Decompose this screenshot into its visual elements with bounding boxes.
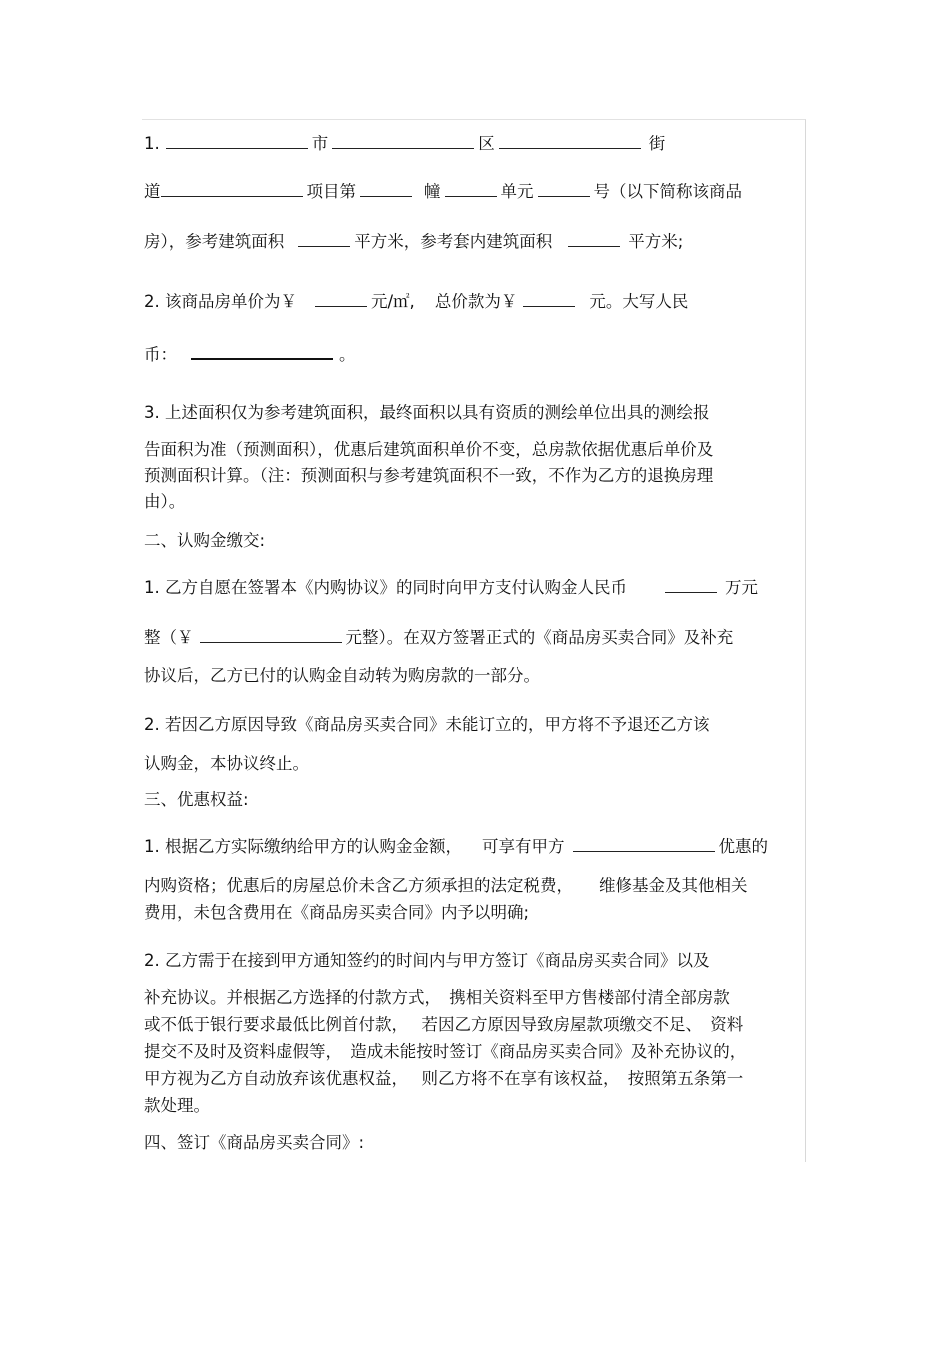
district-label: 区 [478,134,495,153]
clause-3-line-4: 由）。 [144,492,186,511]
benefit-line-2 [144,876,748,896]
address-line-2 [144,182,742,202]
section-heading-benefits: 三、优惠权益: [144,790,249,809]
inner-area-label: 平方米，参考套内建筑面积 [354,232,553,251]
clause-3-line-3: 预测面积计算。（注：预测面积与参考建筑面积不一致，不作为乙方的退换房理 [144,466,714,485]
price-line [144,292,688,312]
section-heading-deposit: 二、认购金缴交: [144,531,266,550]
ref-area-label: 房），参考建筑面积 [144,232,285,251]
benefit-line-8: 甲方视为乙方自动放弃该优惠权益， 则乙方将不在享有该权益， 按照第五条第一 [144,1069,744,1088]
unit-price-blank [315,292,367,307]
total-price-blank [523,292,575,307]
benefit-text-c: 优惠的 [718,837,768,856]
deposit-line-2-text: 元整）。在双方签署正式的《商品房买卖合同》及补充 [345,628,734,647]
clause-3-line-1: 3. 上述面积仅为参考建筑面积，最终面积以具有资质的测绘单位出具的测绘报 [144,403,710,422]
benefit-line-4: 2. 乙方需于在接到甲方通知签约的时间内与甲方签订《商品房买卖合同》以及 [144,951,710,970]
building-label: 幢 [424,182,441,201]
unit-price-label: 2. 该商品房单价为￥ [144,292,297,311]
section-heading-contract: 四、签订《商品房买卖合同》: [144,1133,365,1152]
unit-price-unit: 元/㎡, [371,292,415,311]
number-label: 号（以下简称该商品 [593,182,742,201]
discount-blank [573,837,715,852]
deposit-line-4: 2. 若因乙方原因导致《商品房买卖合同》未能订立的，甲方将不予退还乙方该 [144,715,710,734]
district-blank [332,134,474,149]
total-price-unit: 元。大写人民 [589,292,689,311]
benefit-line-9: 款处理。 [144,1096,210,1115]
deposit-amount-blank [665,578,717,593]
benefit-line-1 [144,837,768,857]
benefit-line-2-b: 维修基金及其他相关 [599,876,748,895]
city-blank [166,134,308,149]
deposit-text: 1. 乙方自愿在签署本《内购协议》的同时向甲方支付认购金人民币 [144,578,627,597]
street-label: 街 [648,134,666,153]
deposit-unit: 万元 [725,578,758,597]
clause-3-line-2: 告面积为准（预测面积），优惠后建筑面积单价不变，总房款依据优惠后单价及 [144,440,714,459]
unit-label: 单元 [500,182,534,201]
total-price-label: 总价款为￥ [434,292,518,311]
city-label: 市 [311,134,329,153]
area-line [144,232,683,252]
project-label: 项目第 [306,182,356,201]
deposit-line-1 [144,578,758,598]
benefit-text-a: 1. 根据乙方实际缴纳给甲方的认购金金额， [144,837,462,856]
unit-blank [538,182,590,197]
inner-area-unit: 平方米; [628,232,684,251]
period: 。 [339,345,356,364]
street-blank [499,134,641,149]
currency-label: 币： [144,345,177,364]
road-blank [161,182,303,197]
currency-line [144,344,356,365]
inner-area-blank [568,232,620,247]
benefit-line-2-a: 内购资格；优惠后的房屋总价未含乙方须承担的法定税费， [144,876,573,895]
benefit-line-6: 或不低于银行要求最低比例首付款， 若因乙方原因导致房屋款项缴交不足、 资料 [144,1015,744,1034]
address-line-1 [144,134,665,154]
project-blank [360,182,412,197]
deposit-line-2 [144,628,733,648]
ref-area-blank [298,232,350,247]
item-number: 1. [144,134,160,153]
road-label: 道 [144,182,161,201]
building-blank [445,182,497,197]
deposit-line-3: 协议后，乙方已付的认购金自动转为购房款的一部分。 [144,666,540,685]
benefit-line-7: 提交不及时及资料虚假等， 造成未能按时签订《商品房买卖合同》及补充协议的， [144,1042,747,1061]
benefit-text-b: 可享有甲方 [482,837,565,856]
benefit-line-3: 费用，未包含费用在《商品房买卖合同》内予以明确; [144,903,530,922]
deposit-line-5: 认购金，本协议终止。 [144,754,309,773]
deposit-yen-label: 整（￥ [144,628,194,647]
benefit-line-5: 补充协议。并根据乙方选择的付款方式， 携相关资料至甲方售楼部付清全部房款 [144,988,730,1007]
deposit-yen-blank [200,628,342,643]
uppercase-amount-blank [191,344,333,360]
